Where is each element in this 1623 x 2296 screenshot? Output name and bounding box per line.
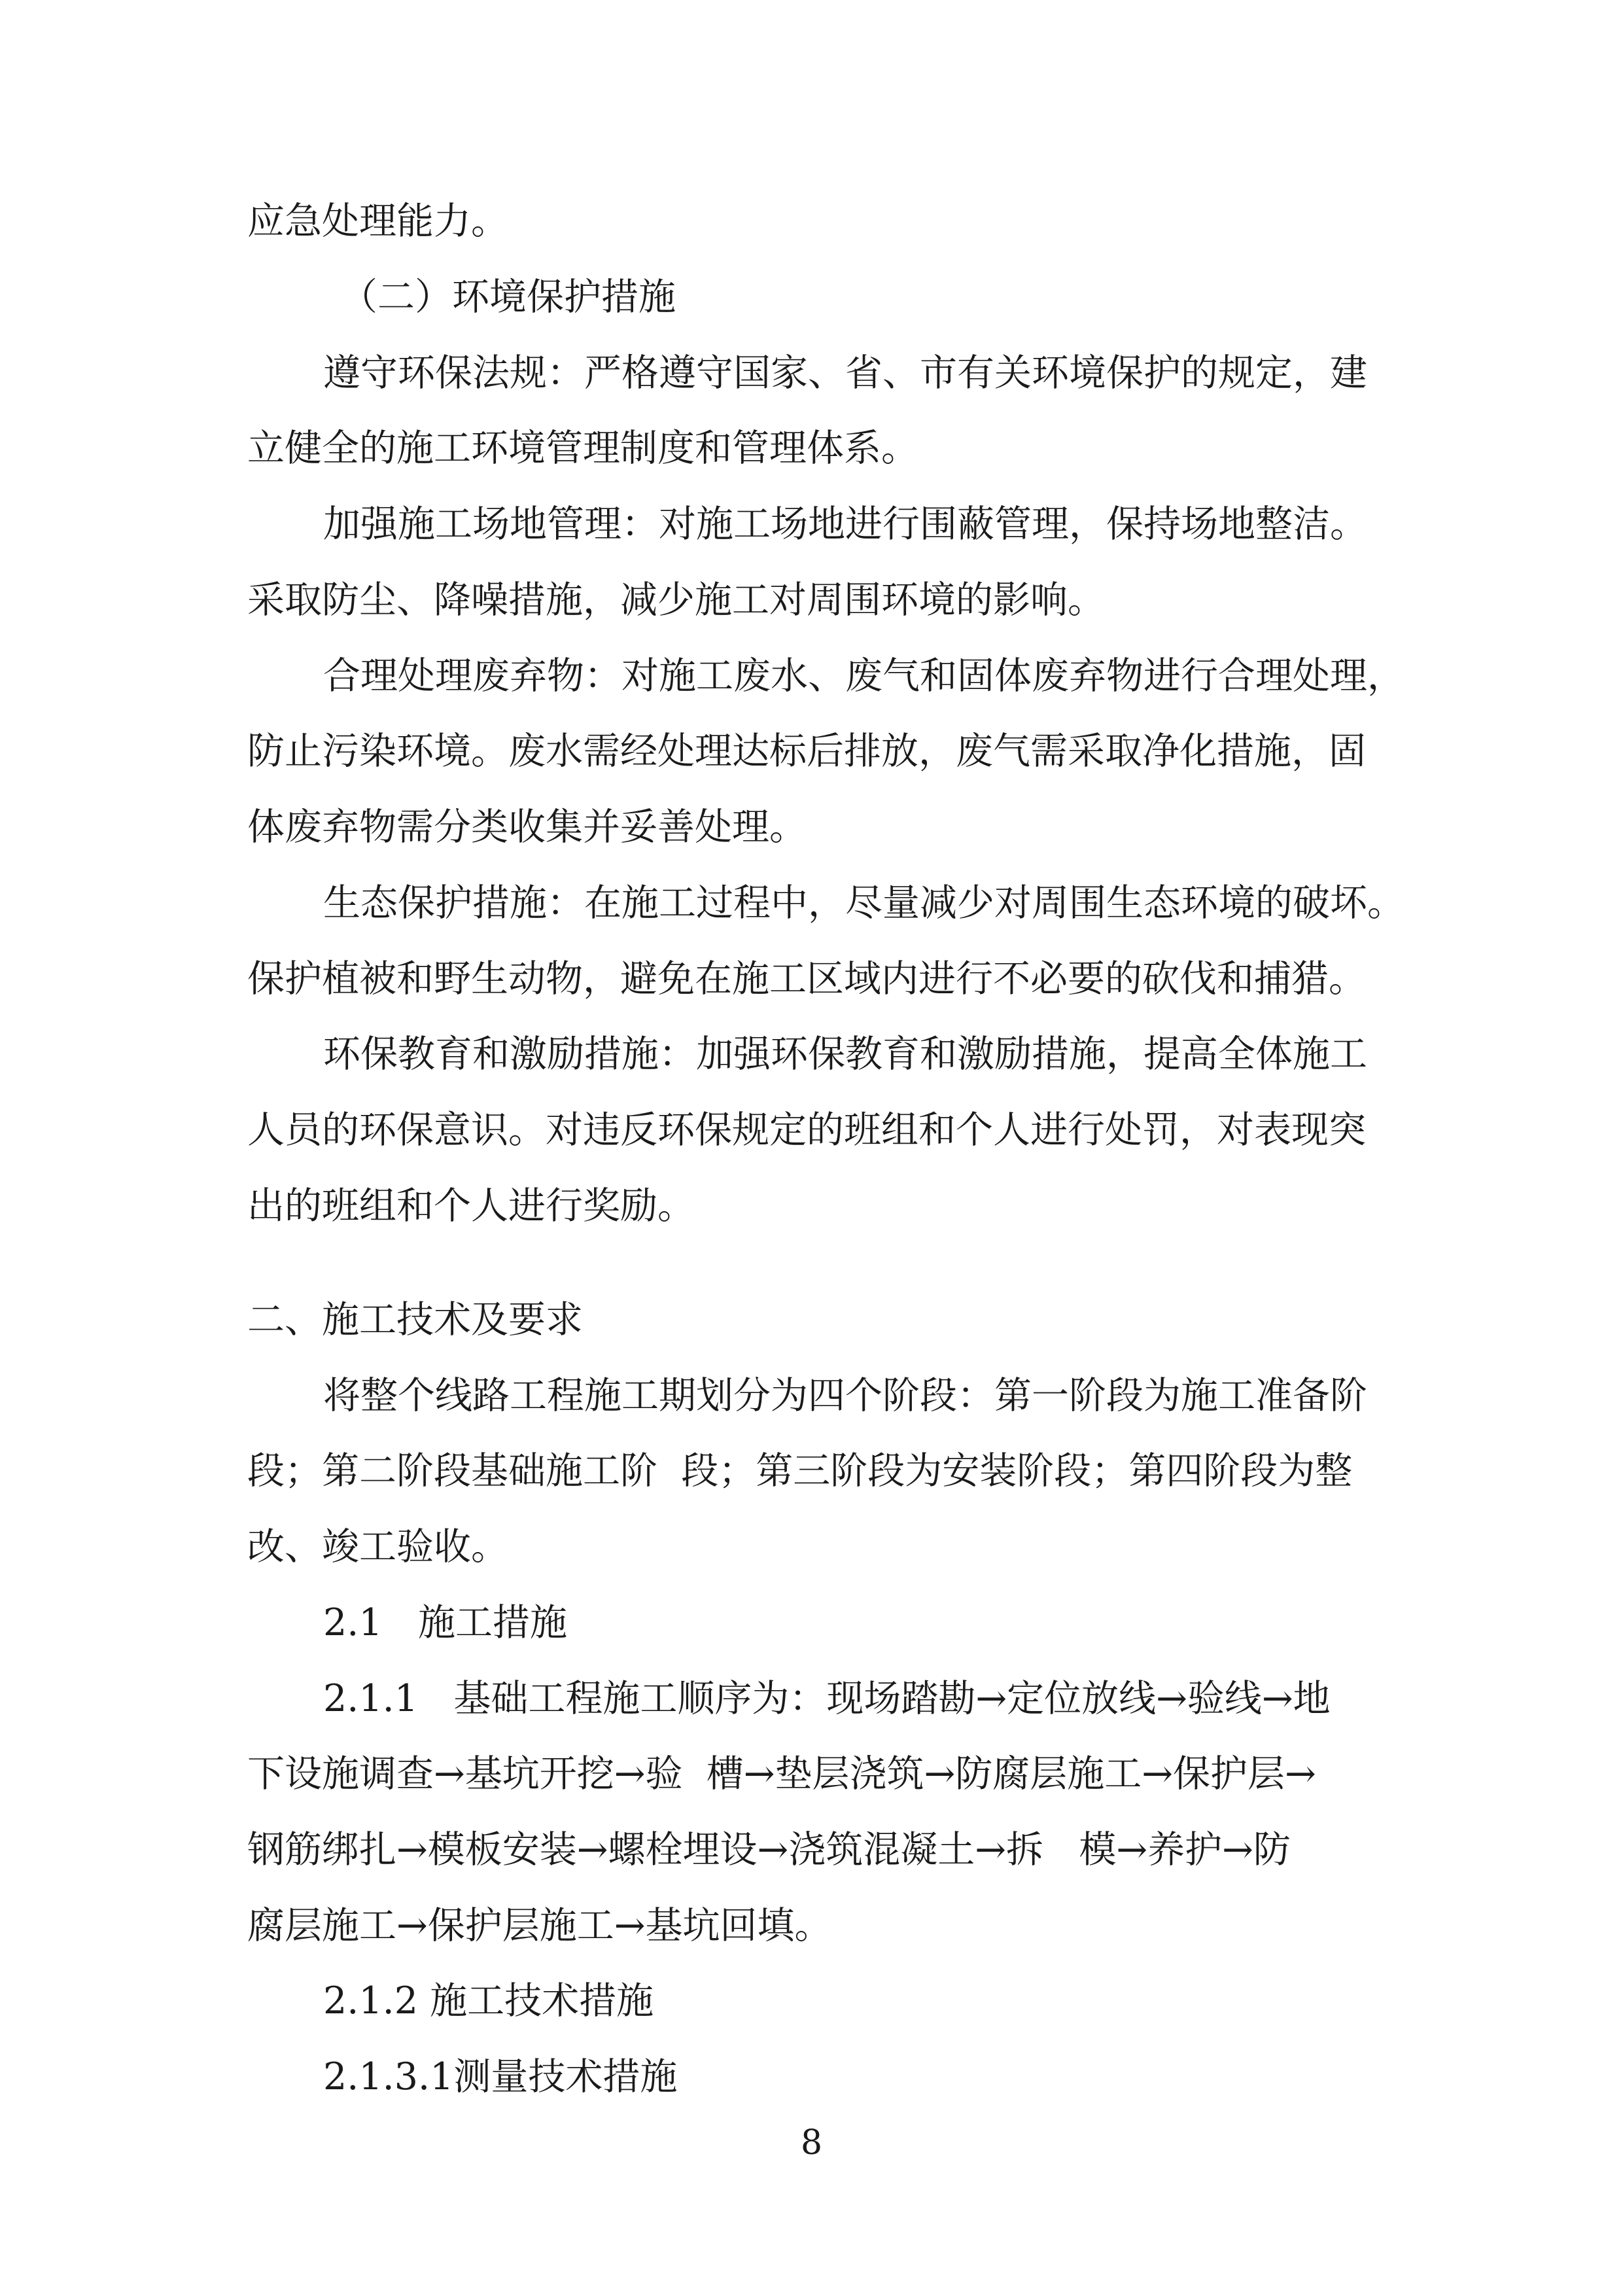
page-number: 8 [800,2123,823,2163]
paragraph-line: 加强施工场地管理：对施工场地进行围蔽管理，保持场地整洁。 [323,503,1367,546]
paragraph-line: 生态保护措施：在施工过程中，尽量减少对周围生态环境的破坏。 [323,881,1405,925]
paragraph-line: 遵守环保法规：严格遵守国家、省、市有关环境保护的规定，建 [323,351,1367,395]
chapter-heading: 二、施工技术及要求 [247,1298,583,1341]
paragraph-line: 立健全的施工环境管理制度和管理体系。 [247,427,918,470]
paragraph-line: 保护植被和野生动物，避免在施工区域内进行不必要的砍伐和捕猎。 [247,957,1366,1000]
paragraph-line: 改、竣工验收。 [247,1525,508,1568]
subsection-heading: 2.1.3.1测量技术措施 [323,2055,678,2098]
paragraph-line: 段；第二阶段基础施工阶 段；第三阶段为安装阶段；第四阶段为整 [247,1449,1353,1492]
section-heading: （二）环境保护措施 [340,275,676,319]
paragraph-line: 采取防尘、降噪措施，减少施工对周围环境的影响。 [247,578,1105,622]
paragraph-line: 钢筋绑扎→模板安装→螺栓埋设→浇筑混凝土→拆 模→养护→防 [247,1828,1291,1871]
paragraph-line: 人员的环保意识。对违反环保规定的班组和个人进行处罚，对表现突 [247,1108,1366,1152]
paragraph-line: 腐层施工→保护层施工→基坑回填。 [247,1904,832,1947]
subsection-heading: 2.1.2 施工技术措施 [323,1979,654,2022]
paragraph-line: 应急处理能力。 [247,200,508,243]
paragraph-line: 体废弃物需分类收集并妥善处理。 [247,805,807,849]
paragraph-line: 合理处理废弃物：对施工废水、废气和固体废弃物进行合理处理， [323,654,1405,698]
paragraph-line: 防止污染环境。废水需经处理达标后排放，废气需采取净化措施，固 [247,730,1366,773]
paragraph-line: 2.1.1 基础工程施工顺序为：现场踏勘→定位放线→验线→地 [323,1677,1331,1720]
paragraph-line: 环保教育和激励措施：加强环保教育和激励措施，提高全体施工 [323,1033,1367,1076]
paragraph-line: 下设施调查→基坑开挖→验 槽→垫层浇筑→防腐层施工→保护层→ [247,1752,1316,1795]
subsection-heading: 2.1 施工措施 [323,1601,568,1644]
paragraph-line: 将整个线路工程施工期划分为四个阶段：第一阶段为施工准备阶 [323,1374,1367,1417]
paragraph-line: 出的班组和个人进行奖励。 [247,1184,695,1227]
